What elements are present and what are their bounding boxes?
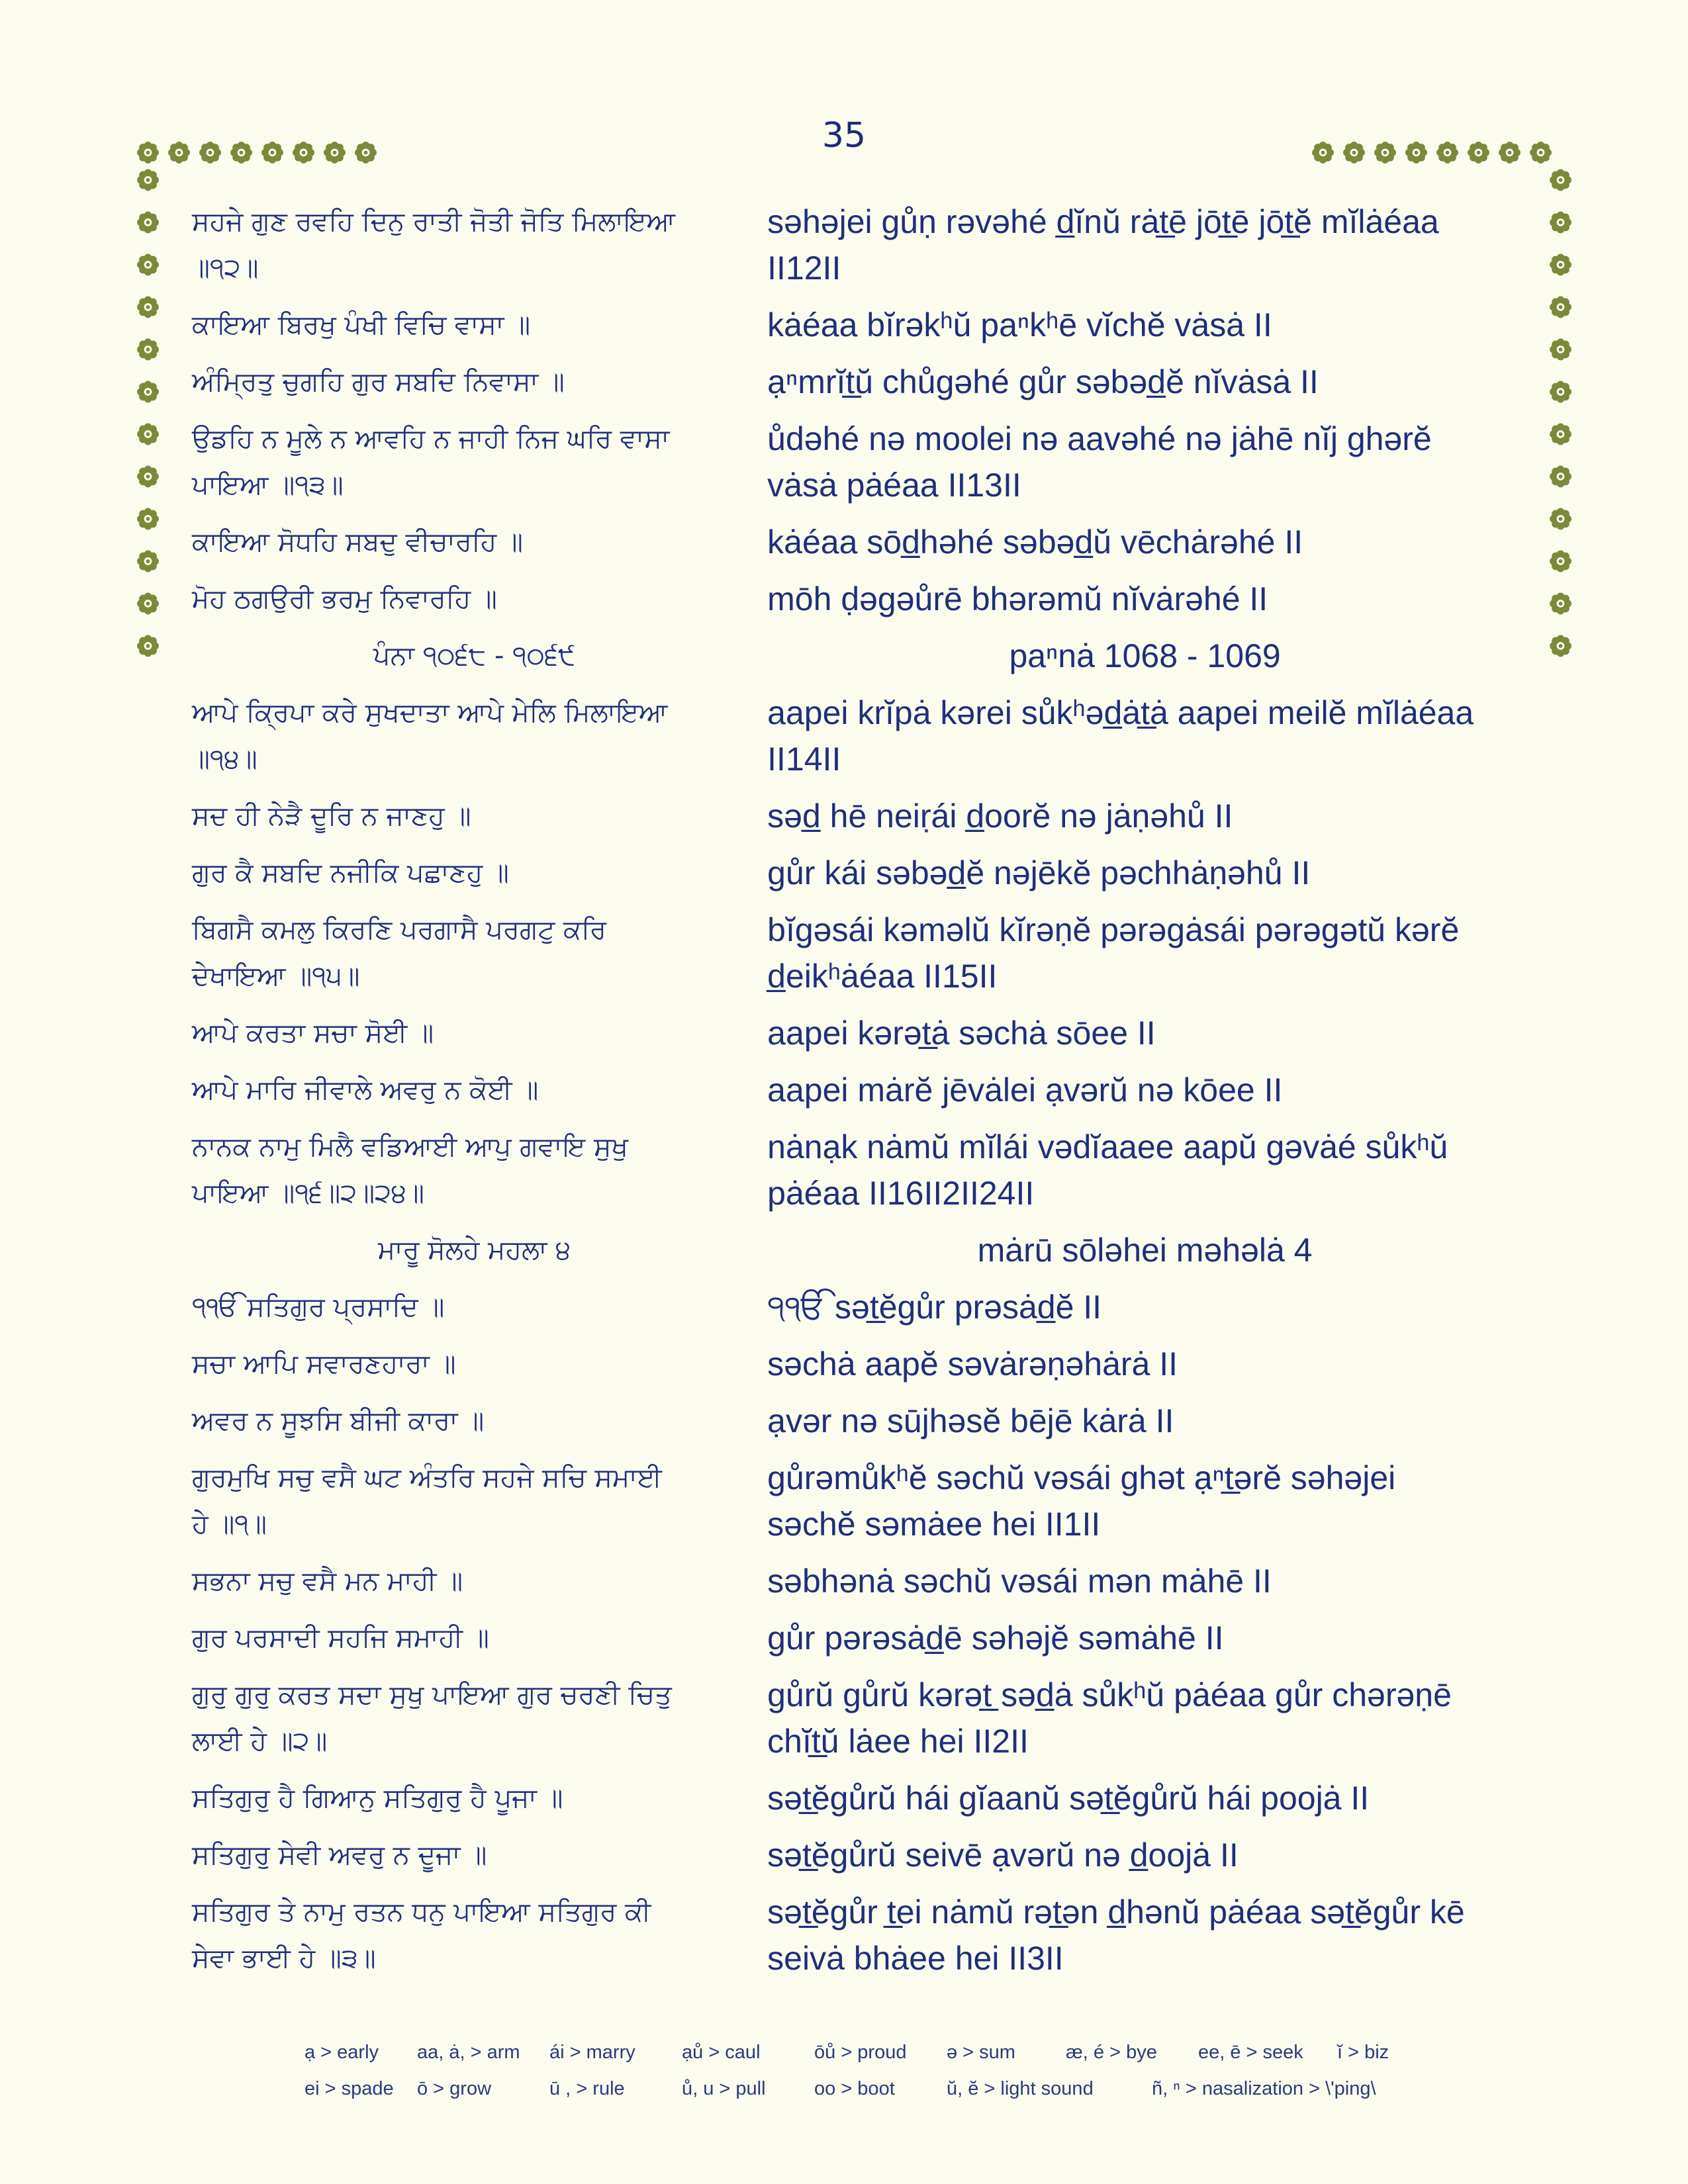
section-heading-row bbox=[192, 1227, 1523, 1273]
flower-ornament-icon bbox=[257, 137, 288, 168]
gurmukhi-text: ਆਪੇ ਮਾਰਿ ਜੀਵਾਲੇ ਅਵਰੁ ਨ ਕੋਈ ॥ bbox=[192, 1075, 539, 1105]
gurmukhi-text: ਕਾਇਆ ਸੋਧਹਿ ਸਬਦੁ ਵੀਚਾਰਹਿ ॥ bbox=[192, 527, 523, 557]
transliteration-text: sət̲ĕgůrŭ hái gĭaanŭ sət̲ĕgůrŭ hái poojȧ II bbox=[767, 1780, 1370, 1817]
page-number: 35 bbox=[821, 116, 867, 156]
transliteration-text: ạvər nə sūjhəsĕ bējē kȧrȧ II bbox=[767, 1402, 1174, 1439]
legend-entry: ee, ē > seek bbox=[1198, 2042, 1303, 2063]
flower-ornament-icon bbox=[1545, 159, 1576, 201]
flower-ornament-icon bbox=[132, 625, 164, 667]
legend-entry: æ, é > bye bbox=[1066, 2042, 1157, 2063]
transliteration-text: səchȧ aapĕ səvȧrəṇəhȧrȧ II bbox=[767, 1345, 1178, 1383]
transliteration-text: ạⁿmrĭt̲ŭ chůgəhé gůr səbəd̲ĕ nĭvȧsȧ II bbox=[767, 363, 1319, 400]
legend-entry: ū , > rule bbox=[549, 2078, 625, 2099]
verse-row bbox=[192, 1341, 1523, 1387]
gurmukhi-text: ਮੋਹ ਠਗਉਰੀ ਭਰਮੁ ਨਿਵਾਰਹਿ ॥ bbox=[192, 584, 497, 614]
gurmukhi-text: ੧ੴ ਸਤਿਗੁਰ ਪ੍ਰਸਾਦਿ ॥ bbox=[192, 1292, 445, 1322]
verse-row bbox=[192, 1775, 1523, 1821]
flower-ornament-icon bbox=[132, 244, 164, 286]
flower-ornament-icon bbox=[319, 137, 350, 168]
flower-ornament-icon bbox=[1432, 137, 1463, 168]
gurmukhi-text: ਆਪੇ ਕਰਤਾ ਸਚਾ ਸੋਈ ॥ bbox=[192, 1018, 434, 1048]
legend-entry: ei > spade bbox=[305, 2078, 394, 2099]
flower-ornament-icon bbox=[164, 137, 195, 168]
transliteration-text: mȧrū sōləhei məhəlȧ 4 bbox=[977, 1232, 1313, 1269]
transliteration-text: səd̲ hē neiṛái d̲oorĕ nə jȧṇəhů II bbox=[767, 797, 1233, 835]
verse-row bbox=[192, 907, 1523, 999]
verse-row bbox=[192, 1615, 1523, 1661]
verse-row bbox=[192, 793, 1523, 839]
gurmukhi-text: ਅਵਰ ਨ ਸੂਝਸਿ ਬੀਜੀ ਕਾਰਾ ॥ bbox=[192, 1406, 485, 1436]
transliteration-text: mōh ḍəgəůrē bhərəmŭ nĭvȧrəhé II bbox=[767, 580, 1268, 617]
flower-ornament-icon bbox=[1338, 137, 1370, 168]
legend-entry: ŭ, ĕ > light sound bbox=[947, 2078, 1094, 2099]
legend-entry: ạ > early bbox=[305, 2042, 379, 2063]
flower-ornament-icon bbox=[132, 582, 164, 625]
gurmukhi-text: ਮਾਰੂ ਸੋਲਹੇ ਮਹਲਾ ੪ bbox=[377, 1235, 571, 1265]
transliteration-text: aapei kərət̲ȧ səchȧ sōee II bbox=[767, 1015, 1156, 1052]
gurmukhi-text: ਉਡਹਿ ਨ ਮੂਲੇ ਨ ਆਵਹਿ ਨ ਜਾਹੀ ਨਿਜ ਘਰਿ ਵਾਸਾ ਪਾਇਆ ॥੧੩॥ bbox=[192, 424, 670, 500]
verse-row bbox=[192, 1455, 1523, 1547]
legend-entry: ů, u > pull bbox=[682, 2078, 766, 2099]
flower-ornament-icon bbox=[1545, 413, 1576, 455]
flower-ornament-icon bbox=[1401, 137, 1432, 168]
verse-row bbox=[192, 1398, 1523, 1444]
gurmukhi-text: ਆਪੇ ਕ੍ਰਿਪਾ ਕਰੇ ਸੁਖਦਾਤਾ ਆਪੇ ਮੇਲਿ ਮਿਲਾਇਆ ॥੧੪॥ bbox=[192, 698, 668, 774]
gurmukhi-text: ਪੰਨਾ ੧੦੬੮ - ੧੦੬੯ bbox=[373, 641, 576, 671]
flower-ornament-icon bbox=[1545, 582, 1576, 625]
legend-entry: ō > grow bbox=[417, 2078, 492, 2099]
verse-list bbox=[192, 199, 1523, 1992]
verse-row bbox=[192, 1889, 1523, 1981]
gurmukhi-text: ਗੁਰ ਕੈ ਸਬਦਿ ਨਜੀਕਿ ਪਛਾਣਹੁ ॥ bbox=[192, 858, 509, 888]
legend-row-2 bbox=[305, 2078, 1496, 2100]
transliteration-text: səhəjei gůṇ rəvəhé d̲ĭnŭ rȧt̲ē jōt̲ē jōt̲ĕ mĭlȧéaa II12II bbox=[767, 203, 1439, 287]
transliteration-text: gůr pərəsȧd̲ē səhəjĕ səmȧhē II bbox=[767, 1619, 1224, 1657]
legend-entry: ə > sum bbox=[947, 2042, 1015, 2063]
gurmukhi-text: ਸਤਿਗੁਰ ਤੇ ਨਾਮੁ ਰਤਨ ਧਨੁ ਪਾਇਆ ਸਤਿਗੁਰ ਕੀ ਸੇਵਾ ਭਾਈ ਹੇ ॥੩॥ bbox=[192, 1897, 651, 1974]
transliteration-text: gůr kái səbəd̲ĕ nəjēkĕ pəchhȧṇəhů II bbox=[767, 854, 1311, 891]
legend-entry: ōů > proud bbox=[814, 2042, 907, 2063]
flower-ornament-icon bbox=[1463, 137, 1494, 168]
verse-row bbox=[192, 576, 1523, 622]
transliteration-text: paⁿnȧ 1068 - 1069 bbox=[1009, 637, 1281, 674]
verse-row bbox=[192, 1558, 1523, 1604]
verse-row bbox=[192, 1067, 1523, 1113]
gurmukhi-text: ਗੁਰਮੁਖਿ ਸਚੁ ਵਸੈ ਘਟ ਅੰਤਰਿ ਸਹਜੇ ਸਚਿ ਸਮਾਈ ਹੇ ॥੧॥ bbox=[192, 1463, 662, 1539]
transliteration-text: nȧnạk nȧmŭ mĭlái vədĭaaee aapŭ gəvȧé sůkʰŭ pȧéaa II16II2II24II bbox=[767, 1128, 1448, 1212]
transliteration-text: sət̲ĕgůrŭ seivē ạvərŭ nə d̲oojȧ II bbox=[767, 1837, 1239, 1874]
verse-row bbox=[192, 1284, 1523, 1330]
flower-ornament-icon bbox=[1545, 625, 1576, 667]
flower-ornament-icon bbox=[1307, 137, 1338, 168]
top-right-ornament bbox=[1307, 137, 1556, 168]
legend-entry: ạů > caul bbox=[682, 2042, 761, 2063]
flower-ornament-icon bbox=[132, 159, 164, 201]
legend-entry: ñ, ⁿ > nasalization > \'ping\ bbox=[1152, 2078, 1376, 2099]
flower-ornament-icon bbox=[132, 286, 164, 328]
transliteration-text: aapei mȧrĕ jēvȧlei ạvərŭ nə kōee II bbox=[767, 1071, 1283, 1109]
verse-row bbox=[192, 1010, 1523, 1056]
gurmukhi-text: ਕਾਇਆ ਬਿਰਖੁ ਪੰਖੀ ਵਿਚਿ ਵਾਸਾ ॥ bbox=[192, 310, 531, 340]
transliteration-text: ੧ੴ sət̲ĕgůr prəsȧd̲ĕ II bbox=[767, 1289, 1102, 1326]
transliteration-text: aapei krĭpȧ kərei sůkʰəd̲ȧt̲ȧ aapei meilĕ mĭlȧéaa II14II bbox=[767, 694, 1474, 778]
gurmukhi-text: ਸਤਿਗੁਰੁ ਸੇਵੀ ਅਵਰੁ ਨ ਦੂਜਾ ॥ bbox=[192, 1840, 487, 1870]
flower-ornament-icon bbox=[1545, 244, 1576, 286]
gurmukhi-text: ਨਾਨਕ ਨਾਮੁ ਮਿਲੈ ਵਡਿਆਈ ਆਪੁ ਗਵਾਇ ਸੁਖੁ ਪਾਇਆ ॥੧੬॥੨॥੨੪॥ bbox=[192, 1132, 628, 1208]
flower-ornament-icon bbox=[132, 498, 164, 540]
transliteration-text: sət̲ĕgůr t̲ei nȧmŭ rət̲ən d̲hənŭ pȧéaa sət̲ĕgůr kē seivȧ bhȧee hei II3II bbox=[767, 1893, 1465, 1977]
transliteration-text: kȧéaa bĭrəkʰŭ paⁿkʰē vĭchĕ vȧsȧ II bbox=[767, 306, 1272, 343]
verse-row bbox=[192, 359, 1523, 405]
flower-ornament-icon bbox=[132, 540, 164, 582]
flower-ornament-icon bbox=[195, 137, 226, 168]
flower-ornament-icon bbox=[288, 137, 319, 168]
verse-row bbox=[192, 1124, 1523, 1216]
gurmukhi-text: ਸਦ ਹੀ ਨੇੜੈ ਦੂਰਿ ਨ ਜਾਣਹੁ ॥ bbox=[192, 801, 471, 831]
gurmukhi-text: ਸਹਜੇ ਗੁਣ ਰਵਹਿ ਦਿਨੁ ਰਾਤੀ ਜੋਤੀ ਜੋਤਿ ਮਿਲਾਇਆ ॥੧੨॥ bbox=[192, 206, 676, 283]
gurmukhi-text: ਸਤਿਗੁਰੁ ਹੈ ਗਿਆਨੁ ਸਤਿਗੁਰੁ ਹੈ ਪੂਜਾ ॥ bbox=[192, 1783, 563, 1813]
verse-row bbox=[192, 416, 1523, 508]
legend-row-1 bbox=[305, 2042, 1496, 2064]
top-left-ornament bbox=[132, 137, 381, 168]
flower-ornament-icon bbox=[1545, 498, 1576, 540]
gurmukhi-text: ਗੁਰ ਪਰਸਾਦੀ ਸਹਜਿ ਸਮਾਹੀ ॥ bbox=[192, 1623, 489, 1653]
flower-ornament-icon bbox=[132, 201, 164, 244]
flower-ornament-icon bbox=[1545, 540, 1576, 582]
legend-entry: ĭ > biz bbox=[1337, 2042, 1389, 2063]
flower-ornament-icon bbox=[1370, 137, 1401, 168]
flower-ornament-icon bbox=[350, 137, 381, 168]
flower-ornament-icon bbox=[1545, 286, 1576, 328]
flower-ornament-icon bbox=[132, 371, 164, 413]
verse-row bbox=[192, 302, 1523, 348]
verse-row bbox=[192, 850, 1523, 896]
flower-ornament-icon bbox=[132, 455, 164, 498]
gurmukhi-text: ਅੰਮ੍ਰਿਤੁ ਚੁਗਹਿ ਗੁਰ ਸਬਦਿ ਨਿਵਾਸਾ ॥ bbox=[192, 367, 565, 397]
transliteration-text: səbhənȧ səchŭ vəsái mən mȧhē II bbox=[767, 1563, 1272, 1600]
right-ornament-column bbox=[1545, 159, 1576, 667]
verse-row bbox=[192, 199, 1523, 291]
gurmukhi-text: ਬਿਗਸੈ ਕਮਲੁ ਕਿਰਣਿ ਪਰਗਾਸੈ ਪਰਗਟੁ ਕਰਿ ਦੇਖਾਇਆ ॥੧੫॥ bbox=[192, 915, 606, 991]
gurmukhi-text: ਗੁਰੁ ਗੁਰੁ ਕਰਤ ਸਦਾ ਸੁਖੁ ਪਾਇਆ ਗੁਰ ਚਰਣੀ ਚਿਤੁ ਲਾਈ ਹੇ ॥੨॥ bbox=[192, 1680, 672, 1756]
verse-row bbox=[192, 1832, 1523, 1878]
flower-ornament-icon bbox=[1545, 328, 1576, 371]
flower-ornament-icon bbox=[1494, 137, 1525, 168]
gurmukhi-text: ਸਚਾ ਆਪਿ ਸਵਾਰਣਹਾਰਾ ॥ bbox=[192, 1349, 456, 1379]
flower-ornament-icon bbox=[1545, 371, 1576, 413]
transliteration-text: bĭgəsái kəməlŭ kĭrəṇĕ pərəgȧsái pərəgətŭ kərĕ d̲eikʰȧéaa II15II bbox=[767, 911, 1460, 995]
legend-entry: ái > marry bbox=[549, 2042, 635, 2063]
verse-row bbox=[192, 1672, 1523, 1764]
transliteration-text: gůrəmůkʰĕ səchŭ vəsái ghət ạⁿt̲ərĕ səhəjei səchĕ səmȧee hei II1II bbox=[767, 1459, 1396, 1543]
section-heading-row bbox=[192, 633, 1523, 679]
pronunciation-legend bbox=[305, 2042, 1496, 2115]
legend-entry: aa, ȧ, > arm bbox=[417, 2042, 520, 2063]
verse-row bbox=[192, 690, 1523, 782]
flower-ornament-icon bbox=[1545, 201, 1576, 244]
flower-ornament-icon bbox=[226, 137, 257, 168]
flower-ornament-icon bbox=[132, 328, 164, 371]
flower-ornament-icon bbox=[132, 413, 164, 455]
transliteration-text: ůdəhé nə moolei nə aavəhé nə jȧhē nĭj ghərĕ vȧsȧ pȧéaa II13II bbox=[767, 420, 1432, 504]
transliteration-text: gůrŭ gůrŭ kərət̲ səd̲ȧ sůkʰŭ pȧéaa gůr chərəṇē chĭt̲ŭ lȧee hei II2II bbox=[767, 1676, 1452, 1760]
left-ornament-column bbox=[132, 159, 164, 667]
legend-entry: oo > boot bbox=[814, 2078, 895, 2099]
verse-row bbox=[192, 519, 1523, 565]
gurmukhi-text: ਸਭਨਾ ਸਚੁ ਵਸੈ ਮਨ ਮਾਹੀ ॥ bbox=[192, 1566, 463, 1596]
flower-ornament-icon bbox=[1545, 455, 1576, 498]
transliteration-text: kȧéaa sōd̲həhé səbəd̲ŭ vēchȧrəhé II bbox=[767, 523, 1303, 561]
